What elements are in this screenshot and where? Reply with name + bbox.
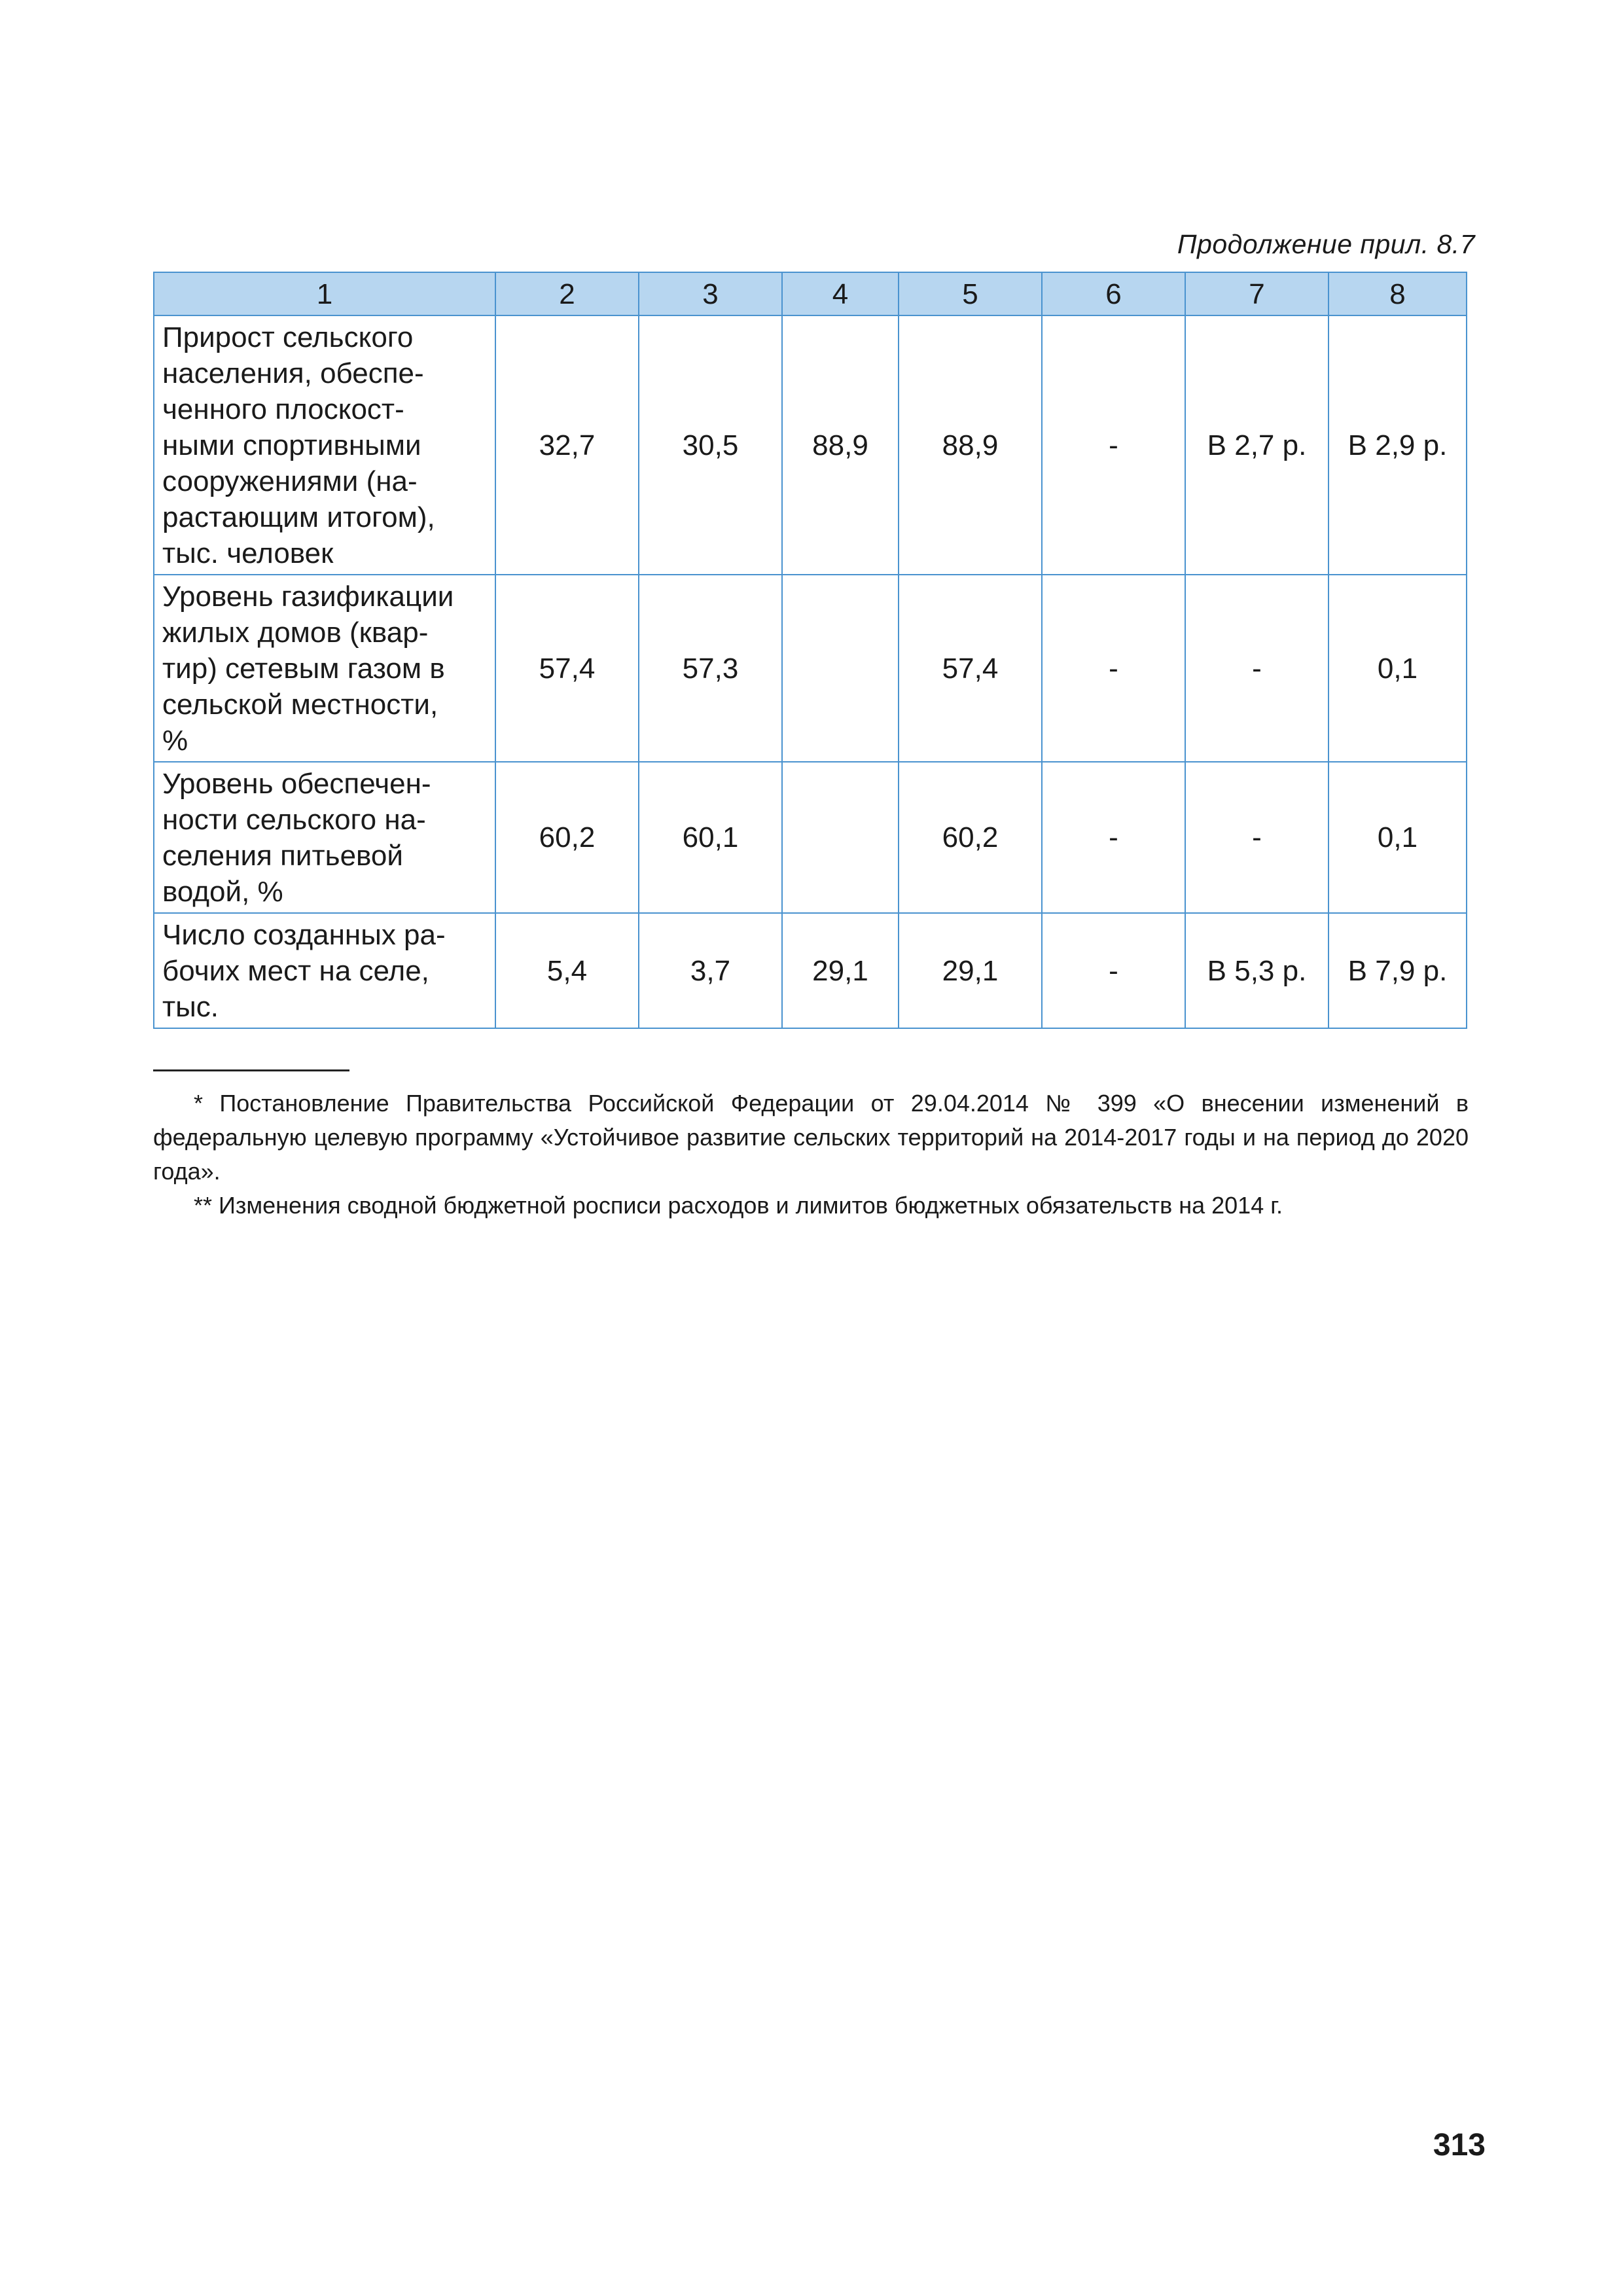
table-row	[154, 575, 1467, 762]
page-number: 313	[1433, 2128, 1486, 2162]
table-cell: 57,3	[639, 575, 782, 762]
table-cell: 60,2	[495, 762, 639, 913]
table-cell: 29,1	[782, 913, 899, 1028]
column-header: 1	[154, 272, 495, 315]
table-cell: -	[1185, 575, 1329, 762]
column-header: 6	[1042, 272, 1185, 315]
table-cell: 30,5	[639, 315, 782, 575]
table-cell: 5,4	[495, 913, 639, 1028]
row-label: Уровень газификации жилых домов (квар- тир) сетевым газом в сельской местности, %	[154, 575, 495, 762]
column-header: 2	[495, 272, 639, 315]
row-label: Уровень обеспечен- ности сельского на- селения питьевой водой, %	[154, 762, 495, 913]
column-header: 8	[1329, 272, 1467, 315]
row-label: Число созданных ра- бочих мест на селе, тыс.	[154, 913, 495, 1028]
footnote-divider	[153, 1069, 349, 1071]
table-cell: 57,4	[899, 575, 1042, 762]
table-cell: 60,1	[639, 762, 782, 913]
table-cell: В 5,3 р.	[1185, 913, 1329, 1028]
continuation-label: Продолжение прил. 8.7	[1177, 229, 1475, 259]
table-cell: -	[1042, 913, 1185, 1028]
table-row	[154, 913, 1467, 1028]
table-row	[154, 315, 1467, 575]
table-cell: -	[1042, 575, 1185, 762]
table-cell: 88,9	[899, 315, 1042, 575]
table-cell: В 2,7 р.	[1185, 315, 1329, 575]
column-header: 3	[639, 272, 782, 315]
footnote: * Постановление Правительства Российской Федерации от 29.04.2014 № 399 «О внесении изменений в федеральную целевую программу «Устойчивое развитие сельских территорий на 2014-2017 годы и на период до 2020 года».	[153, 1090, 1469, 1185]
table-cell: В 7,9 р.	[1329, 913, 1467, 1028]
table-cell: -	[1042, 315, 1185, 575]
table-cell: -	[1185, 762, 1329, 913]
footnotes	[153, 1086, 1469, 1223]
column-header: 7	[1185, 272, 1329, 315]
table-cell: 88,9	[782, 315, 899, 575]
table-cell: 57,4	[495, 575, 639, 762]
table-cell: 29,1	[899, 913, 1042, 1028]
table-cell	[782, 762, 899, 913]
table-cell: 3,7	[639, 913, 782, 1028]
table-cell: -	[1042, 762, 1185, 913]
footnote: ** Изменения сводной бюджетной росписи расходов и лимитов бюджетных обязательств на 2014 г.	[194, 1192, 1283, 1219]
table-cell: 0,1	[1329, 762, 1467, 913]
table-cell: В 2,9 р.	[1329, 315, 1467, 575]
data-table	[153, 272, 1467, 1029]
table-cell: 32,7	[495, 315, 639, 575]
table-cell: 0,1	[1329, 575, 1467, 762]
table-header-row	[154, 272, 1467, 315]
table-cell: 60,2	[899, 762, 1042, 913]
column-header: 4	[782, 272, 899, 315]
row-label: Прирост сельского населения, обеспе- ченного плоскост- ными спортивными сооружениями (на- растающим итогом), тыс. человек	[154, 315, 495, 575]
table-cell	[782, 575, 899, 762]
table-row	[154, 762, 1467, 913]
column-header: 5	[899, 272, 1042, 315]
